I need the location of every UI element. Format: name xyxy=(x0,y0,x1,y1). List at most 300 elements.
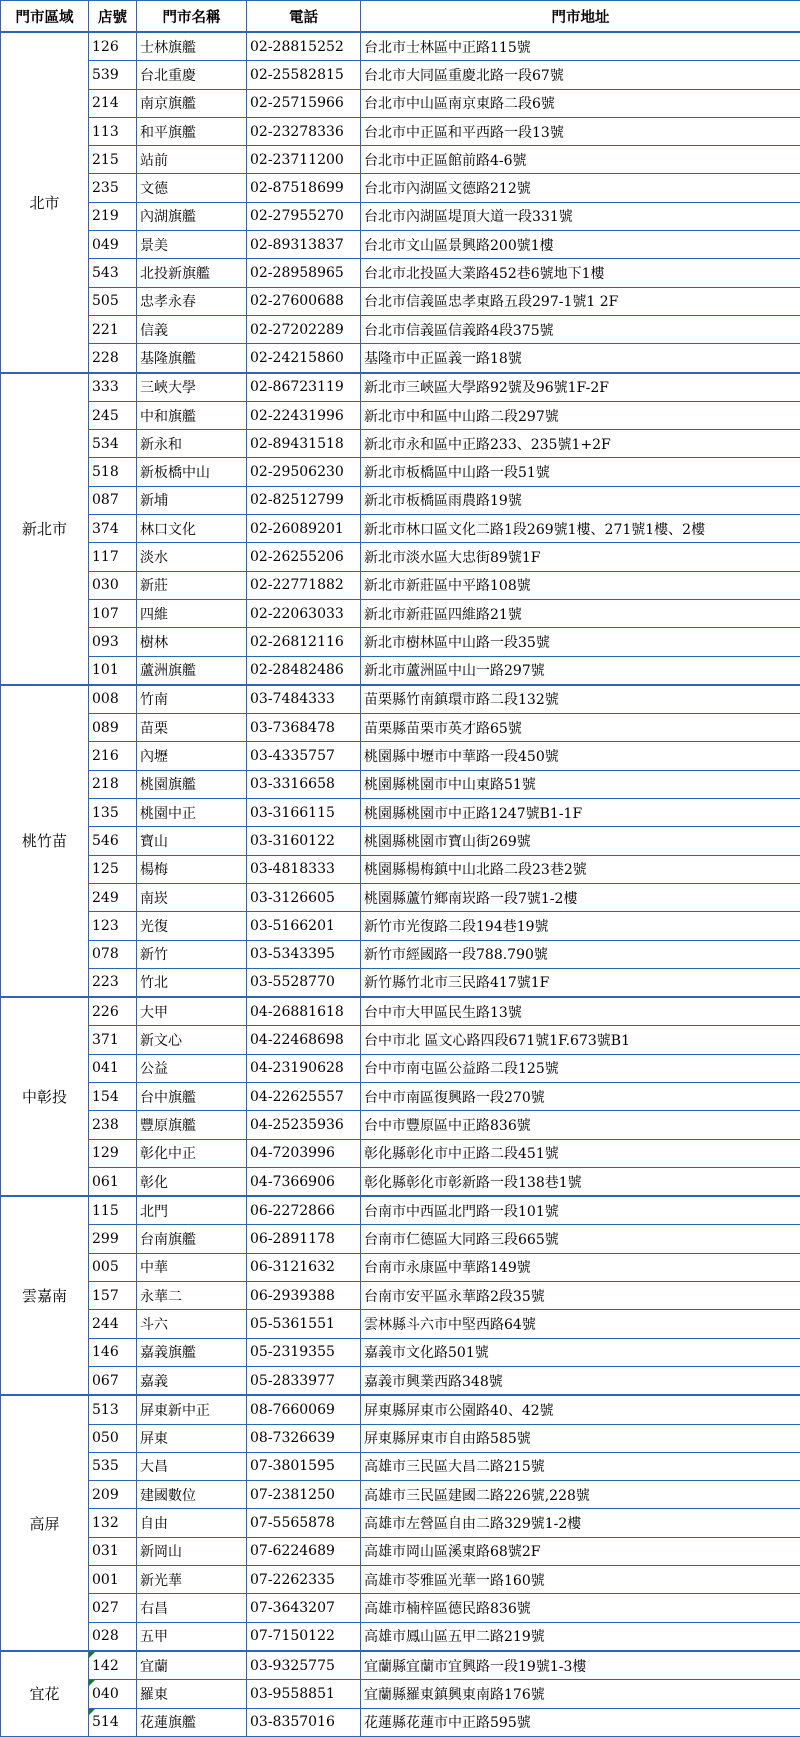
address-cell: 新竹縣竹北市三民路417號1F xyxy=(361,968,800,997)
store-id-cell: 539 xyxy=(89,61,137,89)
address-cell: 高雄市岡山區溪東路68號2F xyxy=(361,1537,800,1565)
table-row xyxy=(1,968,800,997)
table-row xyxy=(1,1139,800,1167)
table-row xyxy=(1,287,800,315)
store-name-cell: 中和旗艦 xyxy=(137,401,247,429)
table-row xyxy=(1,628,800,656)
store-name-cell: 嘉義 xyxy=(137,1366,247,1395)
table-row xyxy=(1,714,800,742)
store-id-cell: 535 xyxy=(89,1452,137,1480)
table-row xyxy=(1,685,800,714)
address-cell: 新北市永和區中正路233、235號1+2F xyxy=(361,430,800,458)
phone-cell: 07-5565878 xyxy=(247,1509,361,1537)
address-cell: 高雄市苓雅區光華一路160號 xyxy=(361,1566,800,1594)
table-row xyxy=(1,1082,800,1110)
address-cell: 台南市永康區中華路149號 xyxy=(361,1253,800,1281)
table-row xyxy=(1,61,800,89)
store-id-cell: 249 xyxy=(89,883,137,911)
address-cell: 桃園縣中壢市中華路一段450號 xyxy=(361,742,800,770)
store-name-cell: 桃園旗艦 xyxy=(137,770,247,798)
store-name-cell: 花蓮旗艦 xyxy=(137,1708,247,1736)
store-id-cell: 223 xyxy=(89,968,137,997)
table-row xyxy=(1,742,800,770)
region-cell: 高屏 xyxy=(1,1395,89,1651)
phone-cell: 04-23190628 xyxy=(247,1054,361,1082)
phone-cell: 02-25715966 xyxy=(247,89,361,117)
table-row xyxy=(1,458,800,486)
region-cell: 宜花 xyxy=(1,1651,89,1736)
address-cell: 台北市內湖區堤頂大道一段331號 xyxy=(361,202,800,230)
store-name-cell: 嘉義旗艦 xyxy=(137,1338,247,1366)
table-row xyxy=(1,202,800,230)
store-id-cell: 061 xyxy=(89,1167,137,1196)
address-cell: 新北市板橋區雨農路19號 xyxy=(361,486,800,514)
header-region: 門市區域 xyxy=(1,1,89,33)
table-row xyxy=(1,599,800,627)
table-row xyxy=(1,1338,800,1366)
address-cell: 宜蘭縣宜蘭市宜興路一段19號1-3樓 xyxy=(361,1651,800,1680)
table-row xyxy=(1,855,800,883)
store-name-cell: 桃園中正 xyxy=(137,799,247,827)
store-name-cell: 忠孝永春 xyxy=(137,287,247,315)
phone-cell: 02-24215860 xyxy=(247,344,361,373)
address-cell: 台中市豐原區中正路836號 xyxy=(361,1111,800,1139)
address-cell: 宜蘭縣羅東鎮興東南路176號 xyxy=(361,1680,800,1708)
table-row xyxy=(1,1594,800,1622)
table-row xyxy=(1,1196,800,1225)
store-id-cell: 245 xyxy=(89,401,137,429)
store-name-cell: 南京旗艦 xyxy=(137,89,247,117)
store-name-cell: 右昌 xyxy=(137,1594,247,1622)
store-id-cell: 216 xyxy=(89,742,137,770)
store-id-cell: 534 xyxy=(89,430,137,458)
address-cell: 台北市文山區景興路200號1樓 xyxy=(361,231,800,259)
address-cell: 高雄市楠梓區德民路836號 xyxy=(361,1594,800,1622)
phone-cell: 03-9558851 xyxy=(247,1680,361,1708)
address-cell: 嘉義市興業西路348號 xyxy=(361,1366,800,1395)
store-name-cell: 中華 xyxy=(137,1253,247,1281)
phone-cell: 02-23711200 xyxy=(247,146,361,174)
store-id-cell: 218 xyxy=(89,770,137,798)
store-name-cell: 竹北 xyxy=(137,968,247,997)
table-row xyxy=(1,1452,800,1480)
store-id-cell: 067 xyxy=(89,1366,137,1395)
phone-cell: 02-82512799 xyxy=(247,486,361,514)
header-address: 門市地址 xyxy=(361,1,800,33)
table-header xyxy=(1,1,800,33)
phone-cell: 07-2381250 xyxy=(247,1481,361,1509)
address-cell: 新北市蘆洲區中山一路297號 xyxy=(361,656,800,685)
store-id-cell: 371 xyxy=(89,1026,137,1054)
phone-cell: 02-29506230 xyxy=(247,458,361,486)
store-name-cell: 內湖旗艦 xyxy=(137,202,247,230)
store-name-cell: 彰化 xyxy=(137,1167,247,1196)
phone-cell: 07-3801595 xyxy=(247,1452,361,1480)
store-id-cell: 115 xyxy=(89,1196,137,1225)
store-name-cell: 南崁 xyxy=(137,883,247,911)
store-name-cell: 屏東新中正 xyxy=(137,1395,247,1424)
phone-cell: 02-22431996 xyxy=(247,401,361,429)
table-row xyxy=(1,430,800,458)
phone-cell: 03-4335757 xyxy=(247,742,361,770)
store-name-cell: 彰化中正 xyxy=(137,1139,247,1167)
store-name-cell: 基隆旗艦 xyxy=(137,344,247,373)
address-cell: 桃園縣桃園市中正路1247號B1-1F xyxy=(361,799,800,827)
address-cell: 桃園縣桃園市寶山街269號 xyxy=(361,827,800,855)
store-name-cell: 豐原旗艦 xyxy=(137,1111,247,1139)
address-cell: 新北市林口區文化二路1段269號1樓、271號1樓、2樓 xyxy=(361,515,800,543)
store-name-cell: 信義 xyxy=(137,315,247,343)
store-name-cell: 光復 xyxy=(137,912,247,940)
phone-cell: 03-3316658 xyxy=(247,770,361,798)
store-name-cell: 大昌 xyxy=(137,1452,247,1480)
table-row xyxy=(1,1310,800,1338)
store-id-cell: 078 xyxy=(89,940,137,968)
table-row xyxy=(1,1167,800,1196)
store-id-cell: 132 xyxy=(89,1509,137,1537)
store-name-cell: 苗栗 xyxy=(137,714,247,742)
phone-cell: 02-26812116 xyxy=(247,628,361,656)
phone-cell: 02-86723119 xyxy=(247,373,361,402)
store-id-cell: 129 xyxy=(89,1139,137,1167)
phone-cell: 02-26089201 xyxy=(247,515,361,543)
phone-cell: 05-2319355 xyxy=(247,1338,361,1366)
table-row xyxy=(1,883,800,911)
address-cell: 台北市大同區重慶北路一段67號 xyxy=(361,61,800,89)
address-cell: 桃園縣桃園市中山東路51號 xyxy=(361,770,800,798)
store-id-cell: 374 xyxy=(89,515,137,543)
address-cell: 台北市中正區館前路4-6號 xyxy=(361,146,800,174)
store-name-cell: 寶山 xyxy=(137,827,247,855)
store-name-cell: 斗六 xyxy=(137,1310,247,1338)
table-row xyxy=(1,231,800,259)
table-row xyxy=(1,1225,800,1253)
address-cell: 基隆市中正區義一路18號 xyxy=(361,344,800,373)
store-name-cell: 新永和 xyxy=(137,430,247,458)
phone-cell: 06-2939388 xyxy=(247,1282,361,1310)
phone-cell: 08-7660069 xyxy=(247,1395,361,1424)
store-name-cell: 新文心 xyxy=(137,1026,247,1054)
address-cell: 台南市仁德區大同路三段665號 xyxy=(361,1225,800,1253)
table-row xyxy=(1,1424,800,1452)
address-cell: 台北市北投區大業路452巷6號地下1樓 xyxy=(361,259,800,287)
store-name-cell: 永華二 xyxy=(137,1282,247,1310)
store-id-cell: 142 xyxy=(89,1651,137,1680)
table-row xyxy=(1,1509,800,1537)
table-row xyxy=(1,770,800,798)
store-name-cell: 楊梅 xyxy=(137,855,247,883)
address-cell: 台中市南屯區公益路二段125號 xyxy=(361,1054,800,1082)
store-id-cell: 228 xyxy=(89,344,137,373)
region-cell: 中彰投 xyxy=(1,997,89,1196)
region-cell: 北市 xyxy=(1,32,89,373)
store-name-cell: 竹南 xyxy=(137,685,247,714)
store-name-cell: 北投新旗艦 xyxy=(137,259,247,287)
store-id-cell: 050 xyxy=(89,1424,137,1452)
address-cell: 台中市北 區文心路四段671號1F.673號B1 xyxy=(361,1026,800,1054)
store-name-cell: 景美 xyxy=(137,231,247,259)
table-row xyxy=(1,1054,800,1082)
table-row xyxy=(1,344,800,373)
store-id-cell: 125 xyxy=(89,855,137,883)
store-name-cell: 自由 xyxy=(137,1509,247,1537)
store-name-cell: 新埔 xyxy=(137,486,247,514)
store-name-cell: 北門 xyxy=(137,1196,247,1225)
store-name-cell: 新岡山 xyxy=(137,1537,247,1565)
store-name-cell: 新光華 xyxy=(137,1566,247,1594)
store-id-cell: 221 xyxy=(89,315,137,343)
address-cell: 新竹市光復路二段194巷19號 xyxy=(361,912,800,940)
phone-cell: 02-89431518 xyxy=(247,430,361,458)
store-id-cell: 157 xyxy=(89,1282,137,1310)
phone-cell: 02-27600688 xyxy=(247,287,361,315)
phone-cell: 03-7484333 xyxy=(247,685,361,714)
phone-cell: 04-7203996 xyxy=(247,1139,361,1167)
table-row xyxy=(1,940,800,968)
header-phone: 電話 xyxy=(247,1,361,33)
store-id-cell: 219 xyxy=(89,202,137,230)
table-row xyxy=(1,117,800,145)
table-row xyxy=(1,401,800,429)
address-cell: 苗栗縣竹南鎮環市路二段132號 xyxy=(361,685,800,714)
store-id-cell: 093 xyxy=(89,628,137,656)
store-id-cell: 514 xyxy=(89,1708,137,1736)
phone-cell: 03-4818333 xyxy=(247,855,361,883)
address-cell: 彰化縣彰化市中正路二段451號 xyxy=(361,1139,800,1167)
phone-cell: 03-5343395 xyxy=(247,940,361,968)
phone-cell: 03-3166115 xyxy=(247,799,361,827)
store-id-cell: 001 xyxy=(89,1566,137,1594)
address-cell: 高雄市三民區建國二路226號,228號 xyxy=(361,1481,800,1509)
phone-cell: 02-25582815 xyxy=(247,61,361,89)
table-row xyxy=(1,997,800,1026)
table-row xyxy=(1,259,800,287)
store-id-cell: 543 xyxy=(89,259,137,287)
store-name-cell: 三峽大學 xyxy=(137,373,247,402)
phone-cell: 02-22771882 xyxy=(247,571,361,599)
phone-cell: 04-25235936 xyxy=(247,1111,361,1139)
store-id-cell: 126 xyxy=(89,32,137,61)
table-row xyxy=(1,1566,800,1594)
table-row xyxy=(1,515,800,543)
phone-cell: 02-28482486 xyxy=(247,656,361,685)
address-cell: 台南市安平區永華路2段35號 xyxy=(361,1282,800,1310)
store-name-cell: 台北重慶 xyxy=(137,61,247,89)
store-id-cell: 101 xyxy=(89,656,137,685)
store-id-cell: 123 xyxy=(89,912,137,940)
store-id-cell: 333 xyxy=(89,373,137,402)
table-row xyxy=(1,1537,800,1565)
store-id-cell: 154 xyxy=(89,1082,137,1110)
phone-cell: 02-87518699 xyxy=(247,174,361,202)
table-row xyxy=(1,1481,800,1509)
address-cell: 台北市士林區中正路115號 xyxy=(361,32,800,61)
store-id-cell: 505 xyxy=(89,287,137,315)
table-row xyxy=(1,827,800,855)
address-cell: 台北市中正區和平西路一段13號 xyxy=(361,117,800,145)
phone-cell: 05-5361551 xyxy=(247,1310,361,1338)
address-cell: 苗栗縣苗栗市英才路65號 xyxy=(361,714,800,742)
table-row xyxy=(1,1680,800,1708)
phone-cell: 02-28815252 xyxy=(247,32,361,61)
address-cell: 台北市中山區南京東路二段6號 xyxy=(361,89,800,117)
table-row xyxy=(1,1651,800,1680)
store-id-cell: 146 xyxy=(89,1338,137,1366)
address-cell: 新北市三峽區大學路92號及96號1F-2F xyxy=(361,373,800,402)
store-id-cell: 513 xyxy=(89,1395,137,1424)
store-name-cell: 台中旗艦 xyxy=(137,1082,247,1110)
table-row xyxy=(1,543,800,571)
region-cell: 新北市 xyxy=(1,373,89,685)
store-name-cell: 士林旗艦 xyxy=(137,32,247,61)
header-store-id: 店號 xyxy=(89,1,137,33)
store-id-cell: 546 xyxy=(89,827,137,855)
store-id-cell: 238 xyxy=(89,1111,137,1139)
table-row xyxy=(1,1366,800,1395)
region-cell: 桃竹苗 xyxy=(1,685,89,997)
phone-cell: 02-26255206 xyxy=(247,543,361,571)
store-name-cell: 蘆洲旗艦 xyxy=(137,656,247,685)
store-name-cell: 站前 xyxy=(137,146,247,174)
address-cell: 彰化縣彰化市彰新路一段138巷1號 xyxy=(361,1167,800,1196)
phone-cell: 03-8357016 xyxy=(247,1708,361,1736)
address-cell: 台北市信義區信義路4段375號 xyxy=(361,315,800,343)
store-name-cell: 林口文化 xyxy=(137,515,247,543)
address-cell: 台中市南區復興路一段270號 xyxy=(361,1082,800,1110)
phone-cell: 04-22625557 xyxy=(247,1082,361,1110)
phone-cell: 05-2833977 xyxy=(247,1366,361,1395)
table-row xyxy=(1,571,800,599)
store-id-cell: 041 xyxy=(89,1054,137,1082)
phone-cell: 03-5528770 xyxy=(247,968,361,997)
store-id-cell: 117 xyxy=(89,543,137,571)
store-name-cell: 宜蘭 xyxy=(137,1651,247,1680)
phone-cell: 03-5166201 xyxy=(247,912,361,940)
store-id-cell: 299 xyxy=(89,1225,137,1253)
phone-cell: 03-3160122 xyxy=(247,827,361,855)
phone-cell: 07-3643207 xyxy=(247,1594,361,1622)
table-row xyxy=(1,1026,800,1054)
phone-cell: 07-7150122 xyxy=(247,1622,361,1651)
table-row xyxy=(1,799,800,827)
store-id-cell: 087 xyxy=(89,486,137,514)
store-id-cell: 226 xyxy=(89,997,137,1026)
table-row xyxy=(1,89,800,117)
phone-cell: 02-28958965 xyxy=(247,259,361,287)
address-cell: 屏東縣屏東市公園路40、42號 xyxy=(361,1395,800,1424)
address-cell: 台南市中西區北門路一段101號 xyxy=(361,1196,800,1225)
store-id-cell: 027 xyxy=(89,1594,137,1622)
store-name-cell: 新莊 xyxy=(137,571,247,599)
store-name-cell: 文德 xyxy=(137,174,247,202)
store-id-cell: 214 xyxy=(89,89,137,117)
store-id-cell: 030 xyxy=(89,571,137,599)
address-cell: 新北市新莊區中平路108號 xyxy=(361,571,800,599)
store-name-cell: 新板橋中山 xyxy=(137,458,247,486)
address-cell: 台中市大甲區民生路13號 xyxy=(361,997,800,1026)
store-id-cell: 005 xyxy=(89,1253,137,1281)
table-row xyxy=(1,315,800,343)
store-id-cell: 031 xyxy=(89,1537,137,1565)
store-id-cell: 215 xyxy=(89,146,137,174)
table-row xyxy=(1,486,800,514)
phone-cell: 04-7366906 xyxy=(247,1167,361,1196)
address-cell: 花蓮縣花蓮市中正路595號 xyxy=(361,1708,800,1736)
address-cell: 桃園縣楊梅鎮中山北路二段23巷2號 xyxy=(361,855,800,883)
address-cell: 新北市板橋區中山路一段51號 xyxy=(361,458,800,486)
store-id-cell: 235 xyxy=(89,174,137,202)
store-id-cell: 209 xyxy=(89,1481,137,1509)
store-name-cell: 羅東 xyxy=(137,1680,247,1708)
phone-cell: 02-89313837 xyxy=(247,231,361,259)
phone-cell: 06-2272866 xyxy=(247,1196,361,1225)
store-id-cell: 135 xyxy=(89,799,137,827)
address-cell: 新北市新莊區四維路21號 xyxy=(361,599,800,627)
address-cell: 新竹市經國路一段788.790號 xyxy=(361,940,800,968)
table-row xyxy=(1,656,800,685)
store-name-cell: 五甲 xyxy=(137,1622,247,1651)
phone-cell: 07-2262335 xyxy=(247,1566,361,1594)
address-cell: 桃園縣蘆竹鄉南崁路一段7號1-2樓 xyxy=(361,883,800,911)
region-cell: 雲嘉南 xyxy=(1,1196,89,1395)
address-cell: 高雄市左營區自由二路329號1-2樓 xyxy=(361,1509,800,1537)
table-row xyxy=(1,1708,800,1736)
phone-cell: 06-2891178 xyxy=(247,1225,361,1253)
address-cell: 嘉義市文化路501號 xyxy=(361,1338,800,1366)
address-cell: 高雄市三民區大昌二路215號 xyxy=(361,1452,800,1480)
store-id-cell: 107 xyxy=(89,599,137,627)
phone-cell: 03-7368478 xyxy=(247,714,361,742)
table-row xyxy=(1,1253,800,1281)
address-cell: 台北市內湖區文德路212號 xyxy=(361,174,800,202)
table-row xyxy=(1,146,800,174)
store-name-cell: 淡水 xyxy=(137,543,247,571)
table-row xyxy=(1,1622,800,1651)
store-id-cell: 028 xyxy=(89,1622,137,1651)
store-id-cell: 518 xyxy=(89,458,137,486)
store-id-cell: 113 xyxy=(89,117,137,145)
address-cell: 高雄市鳳山區五甲二路219號 xyxy=(361,1622,800,1651)
header-row xyxy=(1,1,800,33)
address-cell: 屏東縣屏東市自由路585號 xyxy=(361,1424,800,1452)
phone-cell: 04-22468698 xyxy=(247,1026,361,1054)
store-name-cell: 內壢 xyxy=(137,742,247,770)
phone-cell: 07-6224689 xyxy=(247,1537,361,1565)
header-store-name: 門市名稱 xyxy=(137,1,247,33)
phone-cell: 02-22063033 xyxy=(247,599,361,627)
store-name-cell: 屏東 xyxy=(137,1424,247,1452)
table-body xyxy=(1,32,800,1736)
store-name-cell: 和平旗艦 xyxy=(137,117,247,145)
table-row xyxy=(1,1395,800,1424)
phone-cell: 02-23278336 xyxy=(247,117,361,145)
table-row xyxy=(1,1282,800,1310)
table-row xyxy=(1,174,800,202)
store-name-cell: 台南旗艦 xyxy=(137,1225,247,1253)
table-row xyxy=(1,32,800,61)
store-name-cell: 大甲 xyxy=(137,997,247,1026)
phone-cell: 06-3121632 xyxy=(247,1253,361,1281)
address-cell: 新北市樹林區中山路一段35號 xyxy=(361,628,800,656)
store-name-cell: 建國數位 xyxy=(137,1481,247,1509)
table-row xyxy=(1,912,800,940)
address-cell: 新北市淡水區大忠街89號1F xyxy=(361,543,800,571)
store-name-cell: 公益 xyxy=(137,1054,247,1082)
phone-cell: 04-26881618 xyxy=(247,997,361,1026)
store-id-cell: 244 xyxy=(89,1310,137,1338)
store-id-cell: 089 xyxy=(89,714,137,742)
store-id-cell: 040 xyxy=(89,1680,137,1708)
